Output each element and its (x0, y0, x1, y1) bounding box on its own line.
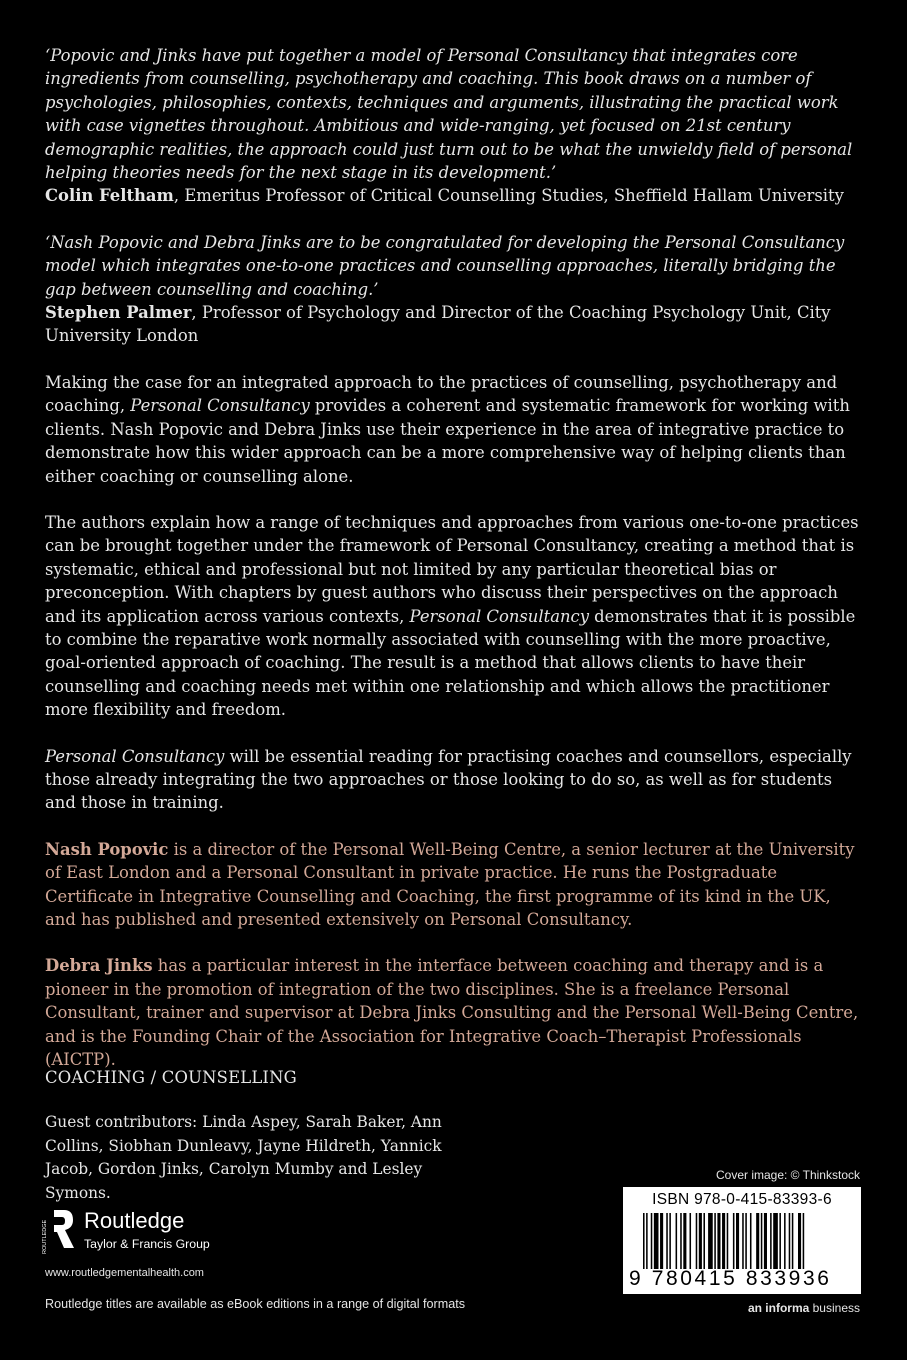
barcode-bar (770, 1213, 772, 1269)
ebook-note: Routledge titles are available as eBook editions in a range of digital formats (45, 1297, 466, 1311)
barcode-bars (643, 1213, 855, 1269)
isbn-label: ISBN 978-0-415-83393-6 (652, 1191, 832, 1208)
endorser-role: , Professor of Psychology and Director of the Coaching Psychology Unit, City University London (45, 303, 831, 346)
publisher-website[interactable]: www.routledgementalhealth.com (45, 1267, 204, 1279)
barcode-bar (676, 1213, 678, 1269)
barcode-bar (643, 1213, 645, 1269)
endorsement-attribution (45, 301, 863, 348)
barcode-bar (660, 1213, 663, 1269)
informa-business: an informa business (747, 1301, 860, 1315)
endorsement-feltham (45, 44, 863, 208)
logo-vertical-text: ROUTLEDGE (42, 1219, 48, 1254)
barcode-bar (717, 1213, 720, 1269)
publisher-name: Routledge (84, 1208, 185, 1233)
isbn-barcode (623, 1187, 861, 1294)
description-paragraph-2: The authors explain how a range of techniques and approaches from various one-to-one practices can be brought together under the framework of Personal Consultancy, creating a method that is systematic, ethical and professional but not limited by any particular theoretical bias or preconception. With chapters by guest authors who discuss their perspectives on the approach and its application across various contexts, Personal Consultancy demonstrates that it is possible to combine the reparative work normally associated with counselling with the more proactive, goal-oriented approach of coaching. The result is a method that allows clients to have their counselling and coaching needs met within one relationship and which allows the practitioner more flexibility and freedom. (45, 512, 859, 720)
book-title: Personal Consultancy (130, 396, 310, 416)
barcode-bar (690, 1213, 692, 1269)
barcode-bar (680, 1213, 682, 1269)
barcode-bar (784, 1213, 786, 1269)
barcode-bar (727, 1213, 729, 1269)
barcode-bar (669, 1213, 671, 1269)
barcode-bar (722, 1213, 725, 1269)
barcode-bar (773, 1213, 778, 1269)
author-bio-popovic: Nash Popovic is a director of the Personal Well-Being Centre, a senior lecturer at the University of East London and a Personal Consultant in private practice. He runs the Postgraduate Certificate in Integrative Counselling and Coaching, the first programme of its kind in the UK, and has published and presented extensively on Personal Consultancy. (45, 839, 855, 929)
guest-contributors: Guest contributors: Linda Aspey, Sarah Baker, Ann Collins, Siobhan Dunleavy, Jayne Hildreth, Yannick Jacob, Gordon Jinks, Carolyn Mumby and Lesley Symons. (45, 1113, 442, 1202)
barcode-bar (745, 1213, 747, 1269)
barcode-bar (742, 1213, 744, 1269)
barcode-bar (703, 1213, 705, 1269)
barcode-bar (654, 1213, 659, 1269)
barcode-bar (666, 1213, 668, 1269)
barcode-bar (779, 1213, 781, 1269)
barcode-bar (683, 1213, 686, 1269)
back-cover-text (45, 44, 863, 1071)
endorser-name: Colin Feltham (45, 186, 174, 206)
author-name: Debra Jinks (45, 956, 153, 976)
barcode-bar (651, 1213, 653, 1269)
endorser-role: , Emeritus Professor of Critical Counselling Studies, Sheffield Hallam University (173, 186, 844, 206)
barcode-bar (764, 1213, 767, 1269)
description-paragraph-3: Personal Consultancy will be essential reading for practising coaches and counsellors, especially those already integrating the two approaches or those looking to do so, as well as for students and those in training. (45, 746, 852, 813)
endorsement-quote: ‘Nash Popovic and Debra Jinks are to be congratulated for developing the Personal Consultancy model which integrates one-to-one practices and counselling approaches, literally bridging the gap between counselling and coaching.’ (45, 232, 845, 299)
endorsement-attribution (45, 184, 863, 207)
barcode-bar (803, 1213, 805, 1269)
barcode-bar (699, 1213, 702, 1269)
barcode-bar (792, 1213, 794, 1269)
barcode-bar (761, 1213, 763, 1269)
publisher-logo (40, 1206, 240, 1258)
description-paragraph-1: Making the case for an integrated approach to the practices of counselling, psychotherapy and coaching, Personal Consultancy provides a coherent and systematic framework for working with clients. Nash Popovic and Debra Jinks use their experience in the area of integrative practice to demonstrate how this wider approach can be a more comprehensive way of helping clients than either coaching or counselling alone. (45, 372, 850, 486)
author-name: Nash Popovic (45, 839, 169, 859)
barcode-bar (714, 1213, 716, 1269)
routledge-logo-icon (40, 1206, 76, 1256)
author-bio-jinks: Debra Jinks has a particular interest in the interface between coaching and therapy and is a pioneer in the promotion of integration of the two disciplines. She is a freelance Personal Consultant, trainer and supervisor at Debra Jinks Consulting and the Personal Well-Being Centre, and is the Founding Chair of the Association for Integrative Coach–Therapist Professionals (AICTP). (45, 956, 859, 1070)
cover-image-credit: Cover image: © Thinkstock (715, 1168, 860, 1182)
barcode-bar (756, 1213, 759, 1269)
barcode-bar (733, 1213, 735, 1269)
barcode-bar (646, 1213, 648, 1269)
barcode-bar (750, 1213, 752, 1269)
endorser-name: Stephen Palmer (45, 303, 192, 323)
subject-category: COACHING / COUNSELLING (45, 1068, 297, 1087)
barcode-bar (789, 1213, 791, 1269)
barcode-bar (736, 1213, 739, 1269)
barcode-bar (696, 1213, 698, 1269)
barcode-digits: 9 780415 833936 (629, 1267, 832, 1290)
endorsement-quote: ‘Popovic and Jinks have put together a model of Personal Consultancy that integrates core ingredients from counselling, psychotherapy and coaching. This book draws on a number of psychologies, philosophies, contexts, techniques and arguments, illustrating the practical work with case vignettes throughout. Ambitious and wide-ranging, yet focused on 21st century demographic realities, the approach could just turn out to be what the unwieldy field of personal helping theories needs for the next stage in its development.’ (45, 46, 853, 183)
endorsement-palmer (45, 231, 863, 348)
book-title: Personal Consultancy (409, 606, 589, 626)
book-title: Personal Consultancy (45, 746, 225, 766)
publisher-group: Taylor & Francis Group (84, 1237, 210, 1251)
barcode-bar (708, 1213, 713, 1269)
barcode-bar (798, 1213, 801, 1269)
